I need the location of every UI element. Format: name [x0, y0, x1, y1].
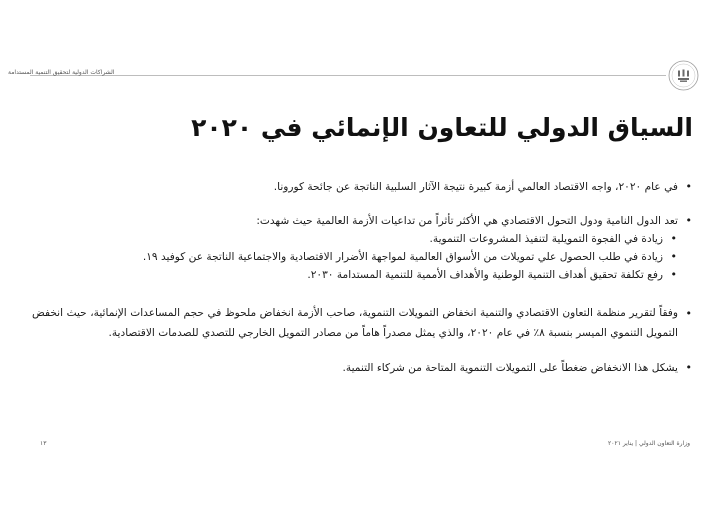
bullet-economy-crisis: • في عام ٢٠٢٠، واجه الاقتصاد العالمي أزمة كبيرة نتيجة الآثار السلبية الناتجة عن جائحة كورونا. — [32, 178, 692, 196]
bullet-developing-countries: • تعد الدول النامية ودول التحول الاقتصادي هي الأكثر تأثراً من تداعيات الأزمة العالمية حيث شهدت: — [32, 212, 692, 230]
page-title: السياق الدولي للتعاون الإنمائي في ٢٠٢٠ — [191, 113, 693, 142]
header-divider — [30, 75, 666, 76]
footer-ministry: وزارة التعاون الدولي | يناير ٢٠٢١ — [608, 440, 690, 447]
bullet-pressure-on-financing: • يشكل هذا الانخفاض ضغطاً على التمويلات التنموية المتاحة من شركاء التنمية. — [32, 359, 692, 377]
running-title: الشراكات الدولية لتحقيق التنمية المستدامة — [8, 69, 115, 76]
sub-bullet-funding-gap: • زيادة في الفجوة التمويلية لتنفيذ المشروعات التنموية. — [32, 230, 692, 248]
page-number: ١٣ — [40, 440, 47, 447]
content-body — [32, 178, 692, 377]
bullet-oecd-report: • وفقاً لتقرير منظمة التعاون الاقتصادي والتنمية انخفاض التمويلات التنموية، صاحب الأزمة انخفاض ملحوظ في حجم المساعدات الإنمائية، حيث انخفض التمويل التنموي الميسر بنسبة ٨٪ في عام ٢٠٢٠، والذي يمثل مصدراً هاماً من مصادر التمويل الخارجي للتصدي للصدمات الاقتصادية. — [32, 304, 692, 343]
eagle-emblem-icon — [668, 60, 699, 91]
sub-bullet-financing-demand: • زيادة في طلب الحصول علي تمويلات من الأسواق العالمية لمواجهة الأضرار الاقتصادية والاجتماعية الناتجة عن كوفيد ١٩. — [32, 248, 692, 266]
sub-bullet-sdg-cost: • رفع تكلفة تحقيق أهداف التنمية الوطنية والأهداف الأممية للتنمية المستدامة ٢٠٣٠. — [32, 266, 692, 284]
